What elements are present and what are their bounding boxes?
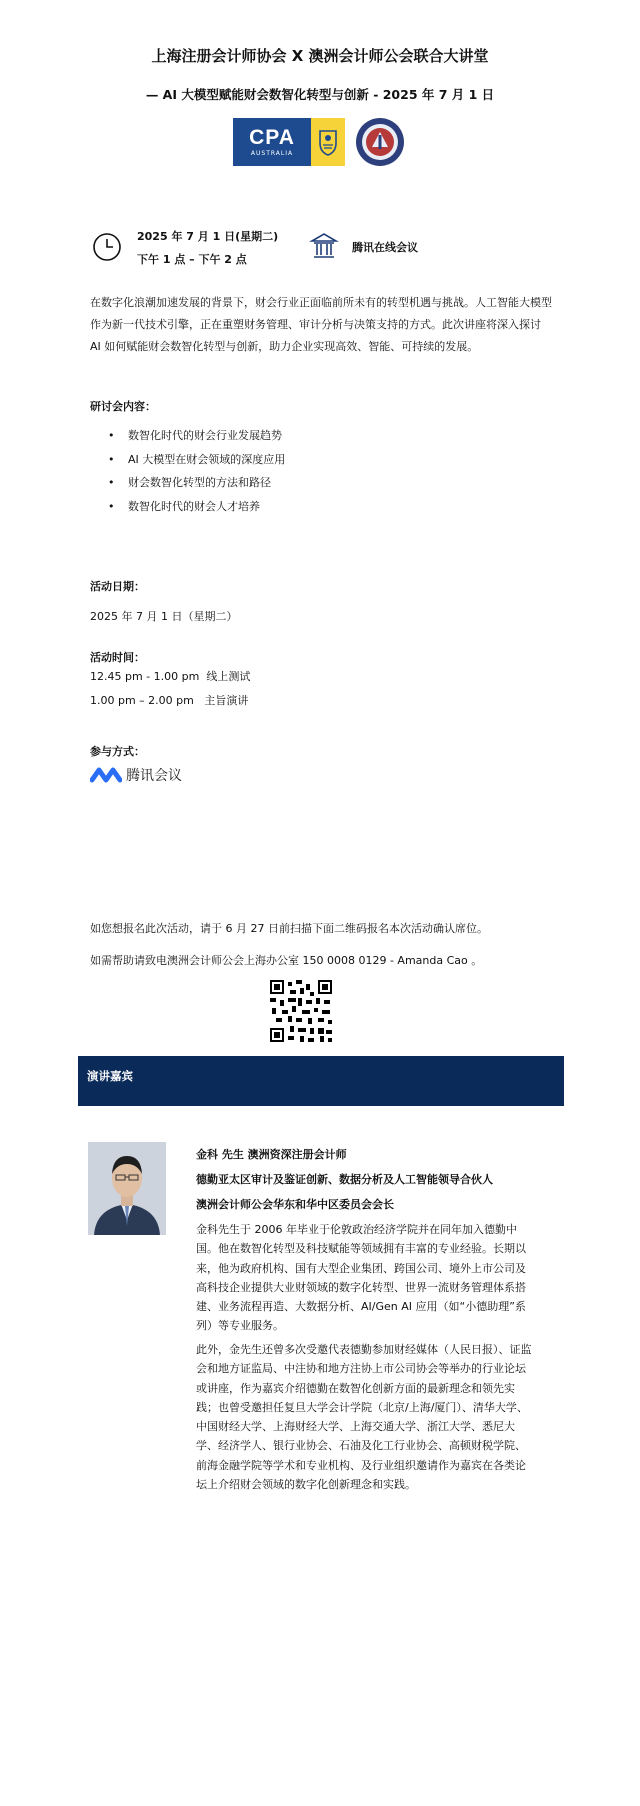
topics-heading: 研讨会内容： bbox=[90, 400, 156, 413]
tencent-meeting-label: 腾讯会议 bbox=[126, 768, 182, 784]
event-venue: 腾讯在线会议 bbox=[352, 241, 418, 254]
event-info-row bbox=[92, 224, 562, 274]
building-icon bbox=[309, 231, 339, 261]
page-title: 上海注册会计师协会 X 澳洲会计师公会联合大讲堂 bbox=[151, 47, 489, 65]
sicpa-seal-icon bbox=[355, 117, 405, 167]
time-row-keynote: 1.00 pm – 2.00 pm 主旨演讲 bbox=[90, 694, 249, 707]
list-item: • 财会数智化转型的方法和路径 bbox=[108, 471, 285, 495]
tencent-meeting-icon bbox=[90, 766, 122, 784]
method-heading: 参与方式： bbox=[90, 745, 145, 758]
intro-paragraph: 在数字化浪潮加速发展的背景下，财会行业正面临前所未有的转型机遇与挑战。人工智能大模型作为新一代技术引擎，正在重塑财务管理、审计分析与决策支持的方式。此次讲座将深入探讨 AI 如何赋能财会数智化转型与创新，助力企业实现高效、智能、可持续的发展。 bbox=[90, 296, 552, 353]
speaker-section-label: 演讲嘉宾 bbox=[87, 1069, 133, 1083]
crest-icon bbox=[311, 118, 345, 166]
logo-group bbox=[233, 118, 405, 166]
time-row-test: 12.45 pm - 1.00 pm 线上测试 bbox=[90, 670, 251, 683]
list-item: • 数智化时代的财会行业发展趋势 bbox=[108, 424, 285, 448]
help-text: 如需帮助请致电澳洲会计师公会上海办公室 150 0008 0129 - Amanda Cao 。 bbox=[90, 954, 483, 967]
speaker-bio-2: 此外，金先生还曾多次受邀代表德勤参加财经媒体（人民日报）、证监会和地方证监局、中注协和地方注协上市公司协会等举办的行业论坛或讲座，作为嘉宾介绍德勤在数智化创新方面的最新理念和领先实践；也曾受邀担任复旦大学会计学院（北京/上海/厦门）、清华大学、中国财经大学、上海财经大学、上海交通大学、浙江大学、悉尼大学、经济学人、银行业协会、石油及化工行业协会、高顿财税学院、前海金融学院等学术和专业机构、及行业组织邀请作为嘉宾在各类论坛上介绍财会领域的数字化创新理念和实践。 bbox=[196, 1343, 532, 1492]
speaker-section-header bbox=[78, 1056, 564, 1106]
page-subtitle: — AI 大模型赋能财会数智化转型与创新 - 2025 年 7 月 1 日 bbox=[145, 87, 495, 102]
speaker-photo bbox=[88, 1142, 166, 1235]
list-item: • 数智化时代的财会人才培养 bbox=[108, 495, 285, 519]
list-item: • AI 大模型在财会领域的深度应用 bbox=[108, 448, 285, 472]
tencent-meeting-logo bbox=[90, 765, 182, 785]
speaker-bio-1: 金科先生于 2006 年毕业于伦敦政治经济学院并在同年加入德勤中国。他在数智化转型及科技赋能等领域拥有丰富的专业经验。长期以来，他为政府机构、国有大型企业集团、跨国公司、境外上市公司及高科技企业提供大业财领域的数字化转型、世界一流财务管理体系搭建、业务流程再造、大数据分析、AI/Gen AI 应用（如“小德助理”系列）等专业服务。 bbox=[196, 1223, 526, 1333]
cpa-logo-subtext: AUSTRALIA bbox=[250, 150, 294, 157]
cpa-australia-logo bbox=[233, 118, 345, 166]
clock-icon bbox=[92, 232, 122, 262]
date-value: 2025 年 7 月 1 日（星期二） bbox=[90, 610, 238, 623]
time-heading: 活动时间： bbox=[90, 651, 145, 664]
qr-code-icon[interactable] bbox=[270, 980, 332, 1042]
date-heading: 活动日期： bbox=[90, 580, 145, 593]
speaker-title-2: 澳洲会计师公会华东和华中区委员会会长 bbox=[196, 1198, 394, 1211]
registration-text: 如您想报名此次活动，请于 6 月 27 日前扫描下面二维码报名本次活动确认席位。 bbox=[90, 922, 488, 935]
topics-list bbox=[108, 424, 285, 518]
event-date: 2025 年 7 月 1 日(星期二) bbox=[137, 230, 279, 243]
speaker-title-1: 德勤亚太区审计及鉴证创新、数据分析及人工智能领导合伙人 bbox=[196, 1173, 493, 1186]
event-time: 下午 1 点 – 下午 2 点 bbox=[137, 253, 247, 266]
cpa-logo-text: CPA bbox=[249, 126, 295, 149]
speaker-name: 金科 先生 澳洲资深注册会计师 bbox=[196, 1148, 347, 1161]
